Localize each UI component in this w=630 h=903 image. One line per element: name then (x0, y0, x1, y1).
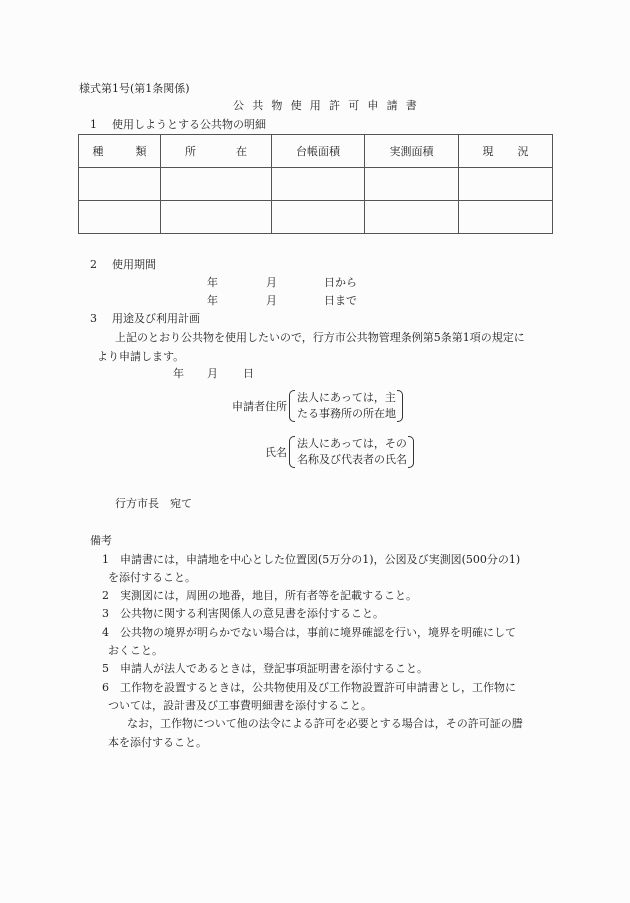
section-3-number: 3 (90, 312, 97, 325)
period-to-day: 日まで (324, 294, 357, 307)
section-1-title: 使用しようとする公共物の明細 (112, 118, 266, 131)
applicant-name-field[interactable] (265, 435, 414, 469)
applicant-address-label: 申請者住所 (232, 400, 287, 413)
header-current-status: 現 況 (459, 135, 553, 168)
header-type: 種 類 (79, 135, 161, 168)
header-ledger-area: 台帳面積 (272, 135, 365, 168)
section-3-title: 用途及び利用計画 (112, 312, 200, 325)
applicant-address-field[interactable] (232, 389, 403, 423)
property-details-table (78, 134, 553, 234)
applicant-name-label: 氏名 (265, 446, 287, 459)
table-header-row (79, 135, 553, 168)
cell-ledger-area[interactable] (272, 201, 365, 234)
cell-location[interactable] (161, 201, 272, 234)
table-row (79, 168, 553, 201)
statement-line-1: 上記のとおり公共物を使用したいので，行方市公共物管理条例第5条第1項の規定に (115, 331, 525, 344)
date-month: 月 (207, 367, 218, 380)
period-to-year: 年 (207, 294, 218, 307)
table-row (79, 201, 553, 234)
form-number: 様式第1号(第1条関係) (79, 82, 190, 95)
date-year: 年 (173, 367, 184, 380)
cell-type[interactable] (79, 168, 161, 201)
section-1-number: 1 (90, 118, 97, 131)
section-2-title: 使用期間 (112, 258, 156, 271)
section-2-heading (90, 259, 156, 270)
document-title: 公共物使用許可申請書 (233, 99, 425, 112)
period-from-year: 年 (207, 276, 218, 289)
applicant-address-note: 法人にあっては，主 たる事務所の所在地 (289, 389, 403, 423)
statement-line-2: より申請します。 (97, 350, 185, 363)
period-from-day: 日から (324, 276, 357, 289)
section-2-number: 2 (90, 258, 97, 271)
section-1-heading (90, 119, 266, 130)
period-to-month: 月 (266, 294, 277, 307)
remarks-heading: 備考 (90, 534, 112, 547)
cell-measured-area[interactable] (365, 168, 459, 201)
addressee: 行方市長 宛て (115, 497, 192, 510)
cell-type[interactable] (79, 201, 161, 234)
header-location: 所 在 (161, 135, 272, 168)
date-day: 日 (243, 367, 254, 380)
cell-measured-area[interactable] (365, 201, 459, 234)
section-3-heading (90, 313, 200, 324)
cell-current-status[interactable] (459, 168, 553, 201)
header-measured-area: 実測面積 (365, 135, 459, 168)
cell-ledger-area[interactable] (272, 168, 365, 201)
period-from-month: 月 (266, 276, 277, 289)
cell-current-status[interactable] (459, 201, 553, 234)
cell-location[interactable] (161, 168, 272, 201)
applicant-name-note: 法人にあっては，その 名称及び代表者の氏名 (289, 435, 414, 469)
